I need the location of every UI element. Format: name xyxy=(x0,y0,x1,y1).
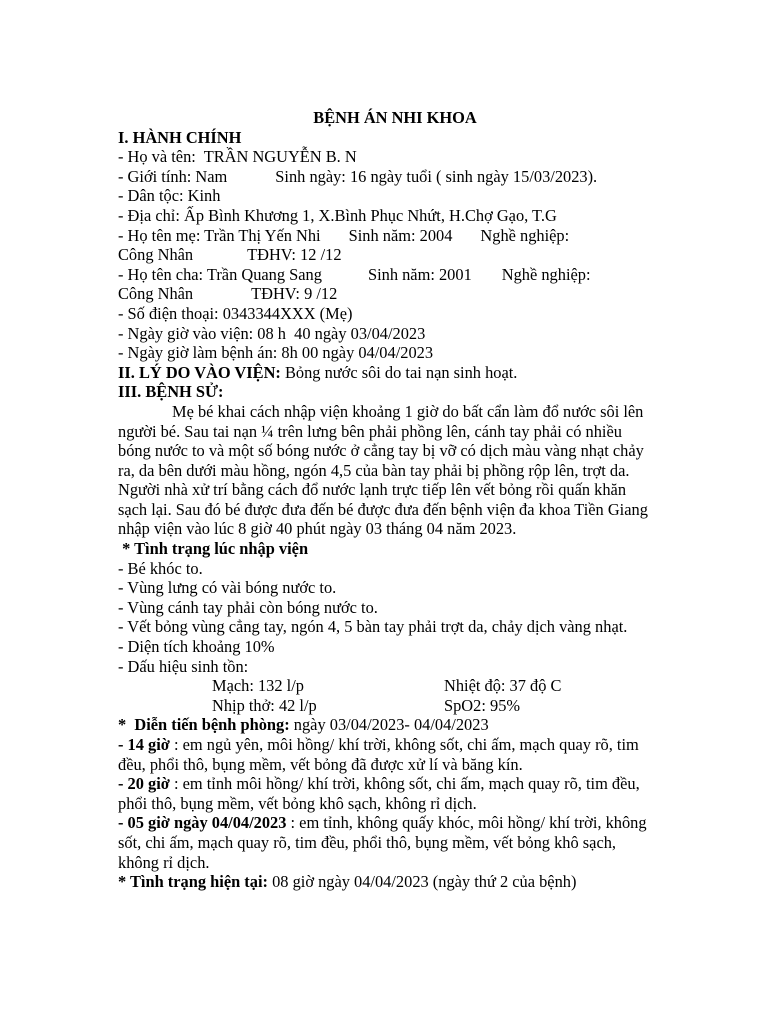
father-row-2 xyxy=(118,284,658,304)
document-title: BỆNH ÁN NHI KHOA xyxy=(313,108,477,127)
course-entry xyxy=(118,735,658,774)
admit-status-item: - Diện tích khoảng 10% xyxy=(118,637,275,657)
father-education: TĐHV: 9 /12 xyxy=(251,284,338,304)
course-heading-row xyxy=(118,715,658,735)
admit-status-item: - Vùng lưng có vài bóng nước to. xyxy=(118,578,337,598)
reason-row xyxy=(118,363,658,383)
vitals-row xyxy=(118,696,658,716)
father-job-label: Nghề nghiệp: xyxy=(501,264,591,284)
phone-number: - Số điện thoại: 0343344XXX (Mẹ) xyxy=(118,303,353,323)
course-entry-text: : em ngủ yên, môi hồng/ khí trời, không sốt, chi ấm, mạch quay rõ, tim đều, phổi thô, bụng mềm, vết bỏng đã được xử lí và băng kín. xyxy=(118,735,639,774)
admit-status-item: - Vết bỏng vùng cẳng tay, ngón 4, 5 bàn tay phải trợt da, chảy dịch vàng nhạt. xyxy=(118,617,628,637)
patient-ethnicity: - Dân tộc: Kinh xyxy=(118,186,221,206)
mother-job: Công Nhân xyxy=(118,245,194,265)
document-page xyxy=(118,108,658,892)
mother-name: - Họ tên mẹ: Trần Thị Yến Nhi xyxy=(118,225,321,245)
current-status-heading: * Tình trạng hiện tại: xyxy=(118,872,268,892)
course-entry-time: - 14 giờ xyxy=(118,735,170,754)
father-birth-year: Sinh năm: 2001 xyxy=(367,264,472,284)
mother-row-2 xyxy=(118,245,658,265)
course-dates: ngày 03/04/2023- 04/04/2023 xyxy=(289,715,489,735)
mother-row xyxy=(118,226,658,246)
mother-job-label: Nghề nghiệp: xyxy=(480,225,570,245)
course-entry-text: : em tỉnh, không quấy khóc, môi hồng/ khí trời, không sốt, chi ấm, mạch quay rõ, tim đều, phổi thô, bụng mềm, vết bỏng khô sạch, không rỉ dịch. xyxy=(118,813,647,872)
course-entry xyxy=(118,774,658,813)
patient-birth: Sinh ngày: 16 ngày tuổi ( sinh ngày 15/03/2023). xyxy=(275,166,598,186)
father-row xyxy=(118,265,658,285)
mother-birth-year: Sinh năm: 2004 xyxy=(348,225,453,245)
father-job: Công Nhân xyxy=(118,284,194,304)
course-heading: * Diễn tiến bệnh phòng: xyxy=(118,715,290,735)
course-entry xyxy=(118,813,658,872)
patient-gender: - Giới tính: Nam xyxy=(118,166,228,186)
patient-address: - Địa chỉ: Ấp Bình Khương 1, X.Bình Phục Nhứt, H.Chợ Gạo, T.G xyxy=(118,205,557,225)
section-reason-heading: II. LÝ DO VÀO VIỆN: xyxy=(118,362,281,382)
gender-birth-row xyxy=(118,167,658,187)
admission-time: - Ngày giờ vào viện: 08 h 40 ngày 03/04/2023 xyxy=(118,323,426,343)
reason-text: Bỏng nước sôi do tai nạn sinh hoạt. xyxy=(280,362,518,382)
course-entry-time: - 05 giờ ngày 04/04/2023 xyxy=(118,813,287,833)
vital-pulse: Mạch: 132 l/p xyxy=(212,676,304,696)
record-time: - Ngày giờ làm bệnh án: 8h 00 ngày 04/04/2023 xyxy=(118,343,434,363)
current-status-row xyxy=(118,872,658,892)
admit-status-item: - Dấu hiệu sinh tồn: xyxy=(118,656,249,676)
vital-temperature: Nhiệt độ: 37 độ C xyxy=(444,676,562,696)
admit-status-item: - Bé khóc to. xyxy=(118,558,203,578)
father-name: - Họ tên cha: Trần Quang Sang xyxy=(118,264,322,284)
history-paragraph: Mẹ bé khai cách nhập viện khoảng 1 giờ do bất cẩn làm đổ nước sôi lên người bé. Sau tai nạn ¼ trên lưng bên phải phồng lên, cánh tay phải có nhiều bóng nước to và một số bóng nước ở cẳng tay bị vỡ có dịch màu vàng nhạt chảy ra, da bên dưới màu hồng, ngón 4,5 của bàn tay phải bị phồng rộp lên, trợt da. Người nhà xử trí bằng cách đổ nước lạnh trực tiếp lên vết bỏng rồi quấn khăn sạch lại. Sau đó bé được đưa đến bé được đưa đến bệnh viện đa khoa Tiền Giang nhập viện vào lúc 8 giờ 40 phút ngày 03 tháng 04 năm 2023. xyxy=(118,401,648,539)
current-status-text: 08 giờ ngày 04/04/2023 (ngày thứ 2 của bệnh) xyxy=(267,872,577,892)
patient-name: - Họ và tên: TRẦN NGUYỄN B. N xyxy=(118,147,357,167)
section-admin-heading: I. HÀNH CHÍNH xyxy=(118,127,242,147)
vitals-row xyxy=(118,676,658,696)
vital-respiration: Nhịp thở: 42 l/p xyxy=(212,695,317,715)
course-entry-text: : em tỉnh môi hồng/ khí trời, không sốt, chi ấm, mạch quay rõ, tim đều, phổi thô, bụng mềm, vết bỏng khô sạch, không rỉ dịch. xyxy=(118,774,640,813)
admit-status-heading: * Tình trạng lúc nhập viện xyxy=(118,539,309,559)
mother-education: TĐHV: 12 /12 xyxy=(247,245,342,265)
section-history-heading: III. BỆNH SỬ: xyxy=(118,382,224,402)
course-entry-time: - 20 giờ xyxy=(118,774,170,794)
admit-status-item: - Vùng cánh tay phải còn bóng nước to. xyxy=(118,597,378,617)
vital-spo2: SpO2: 95% xyxy=(444,695,521,715)
